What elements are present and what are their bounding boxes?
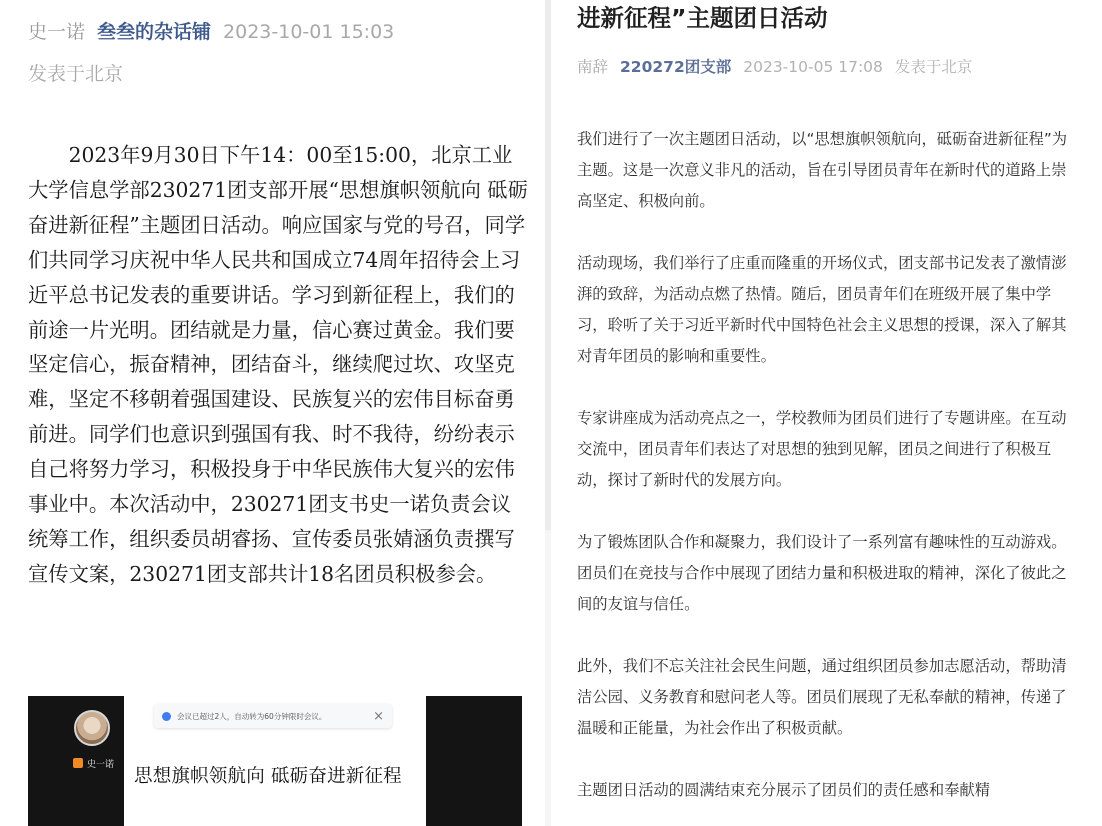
- left-post-timestamp: 2023-10-01 15:03: [223, 21, 395, 43]
- left-post-shop-name[interactable]: 叁叁的杂话铺: [97, 21, 212, 43]
- right-post-meta: [577, 56, 972, 78]
- left-post-meta: [28, 18, 394, 46]
- left-post-article: [28, 138, 528, 592]
- meeting-notice-text: 会议已超过2人，自动转为60分钟限时会议。: [177, 711, 327, 721]
- right-post-author[interactable]: 南辞: [577, 58, 609, 76]
- right-post-paragraph: 为了锻炼团队合作和凝聚力，我们设计了一系列富有趣味性的互动游戏。团员们在竞技与合作中展现了团结力量和积极进取的精神，深化了彼此之间的友谊与信任。: [577, 533, 1067, 613]
- close-icon[interactable]: ×: [373, 708, 384, 724]
- right-post-paragraph: 主题团日活动的圆满结束充分展示了团员们的责任感和奉献精: [577, 781, 991, 799]
- host-name: 史一诺: [87, 759, 115, 770]
- left-post-panel: [0, 0, 545, 826]
- info-icon: [162, 712, 171, 721]
- right-post-paragraph: 专家讲座成为活动亮点之一，学校教师为团员们进行了专题讲座。在互动交流中，团员青年们表达了对思想的独到见解，团员之间进行了积极互动，探讨了新时代的发展方向。: [577, 409, 1067, 489]
- right-post-paragraph: 我们进行了一次主题团日活动，以“思想旗帜领航向，砥砺奋进新征程”为主题。这是一次意义非凡的活动，旨在引导团员青年在新时代的道路上崇高坚定、积极向前。: [577, 130, 1068, 210]
- right-post-location: 发表于北京: [894, 58, 973, 76]
- right-post-branch[interactable]: 220272团支部: [620, 58, 732, 76]
- user-avatar-icon: [74, 710, 110, 746]
- left-post-paragraph: 2023年9月30日下午14：00至15:00，北京工业大学信息学部230271团支部开展“思想旗帜领航向 砥砺奋进新征程”主题团日活动。响应国家与党的号召，同学们共同学习庆祝中华人民共和国成立74周年招待会上习近平总书记发表的重要讲话。学习到新征程上，我们的前途一片光明。团结就是力量，信心赛过黄金。我们要坚定信心，振奋精神，团结奋斗，继续爬过坎、攻坚克难，坚定不移朝着强国建设、民族复兴的宏伟目标奋勇前进。同学们也意识到强国有我、时不我待，纷纷表示自己将努力学习，积极投身于中华民族伟大复兴的宏伟事业中。本次活动中，230271团支书史一诺负责会议统筹工作，组织委员胡睿扬、宣传委员张婧涵负责撰写宣传文案，230271团支部共计18名团员积极参会。: [28, 143, 528, 586]
- video-right-bar: [426, 696, 522, 826]
- host-badge-icon: [73, 758, 83, 768]
- meeting-video-still[interactable]: [28, 696, 522, 826]
- right-post-timestamp: 2023-10-05 17:08: [743, 58, 883, 76]
- right-post-title: 进新征程”主题团日活动: [577, 4, 828, 32]
- right-post-panel: [551, 0, 1102, 826]
- right-post-paragraph: 活动现场，我们举行了庄重而隆重的开场仪式，团支部书记发表了激情澎湃的致辞，为活动点燃了热情。随后，团员青年们在班级开展了集中学习，聆听了关于习近平新时代中国特色社会主义思想的授课，深入了解其对青年团员的影响和重要性。: [577, 254, 1067, 365]
- meeting-notice-banner: [154, 704, 392, 728]
- left-post-location: 发表于北京: [28, 63, 124, 85]
- host-tag: [73, 756, 114, 770]
- right-post-paragraph: 此外，我们不忘关注社会民生问题，通过组织团员参加志愿活动，帮助清洁公园、义务教育和慰问老人等。团员们展现了无私奉献的精神，传递了温暖和正能量，为社会作出了积极贡献。: [577, 657, 1067, 737]
- left-post-author[interactable]: 史一诺: [28, 21, 86, 43]
- slide-title: 思想旗帜领航向 砥砺奋进新征程: [134, 766, 402, 787]
- right-post-body: [577, 124, 1077, 826]
